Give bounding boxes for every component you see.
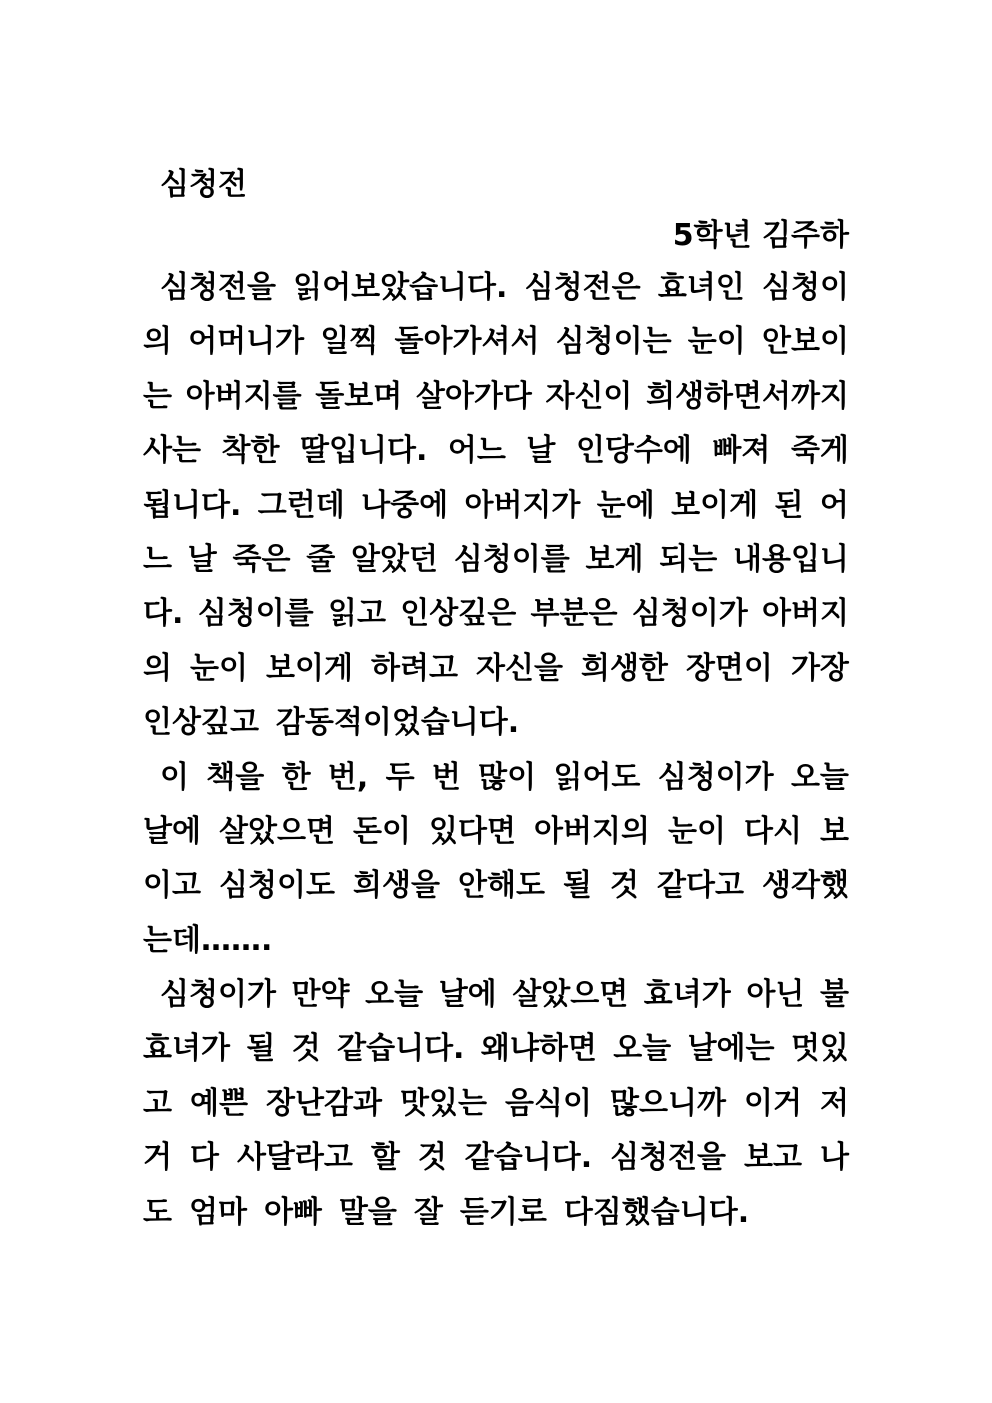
word: 거 (143, 1140, 172, 1176)
word: 심청전을 (160, 270, 276, 305)
word: 희생을 (352, 868, 440, 904)
word: 눈에 (596, 487, 655, 523)
word: 불 (819, 977, 849, 1013)
word: 안보이 (761, 324, 849, 360)
word: 왜냐하면 (480, 1031, 597, 1067)
word: 날 (526, 433, 556, 469)
word: 어 (819, 487, 849, 523)
word: 의 (143, 324, 172, 360)
word: 어느 (447, 433, 506, 469)
word: 살았으면 (512, 977, 629, 1013)
word: 될 (562, 868, 592, 904)
word: 돌보며 (315, 378, 403, 414)
word: 같습니다. (464, 1140, 593, 1176)
word: 고 (143, 1085, 172, 1121)
word: 그런데 (257, 487, 345, 523)
word: 눈이 (687, 324, 746, 360)
word: 됩니다. (143, 487, 242, 523)
word: 아버지 (762, 596, 849, 632)
word: 보이게 (671, 487, 759, 523)
word: 심청이가 (657, 759, 774, 795)
word: 생각했 (762, 868, 849, 904)
word: 오늘 (790, 759, 849, 795)
word: 날에는 (687, 1031, 775, 1067)
word: 날 (187, 541, 217, 577)
word: 오늘 (613, 1031, 672, 1067)
word: 의 (143, 650, 172, 686)
word: 음식이 (505, 1085, 592, 1121)
word: 엄마 (188, 1194, 247, 1230)
text-line (143, 266, 849, 320)
word: 는 (143, 378, 172, 414)
word: 돈이 (352, 813, 411, 849)
author-line: 5학년 김주하 (672, 218, 849, 253)
word: 보게 (585, 541, 644, 577)
word: 보 (820, 813, 849, 849)
word: 읽어보았습니다. (293, 270, 508, 305)
word: 읽어도 (553, 759, 641, 795)
word: 인당수에 (575, 433, 692, 469)
text-line (143, 756, 849, 810)
word: 아버지의 (534, 813, 650, 849)
word: 읽고 (327, 596, 386, 632)
word: 느 (143, 541, 172, 577)
word: 두 (385, 759, 415, 795)
word: 장난감과 (266, 1085, 382, 1121)
word: 심청전을 (610, 1140, 727, 1176)
word: 죽게 (790, 433, 849, 469)
text-line (143, 1136, 849, 1190)
text-line (143, 973, 849, 1027)
text-line (143, 1027, 849, 1081)
word: 심청전은 (524, 270, 641, 305)
word: 심청이도 (219, 868, 335, 904)
word: 것 (291, 1031, 321, 1067)
word: 있다면 (429, 813, 516, 849)
word: 다 (189, 1140, 219, 1176)
word: 장면이 (685, 650, 773, 686)
word: 이고 (143, 868, 201, 904)
word: 감동적이었습니다. (275, 705, 520, 741)
word: 내용입니 (732, 541, 849, 577)
word: 심청이 (762, 270, 849, 305)
word: 보이게 (266, 650, 353, 686)
word: 많이 (478, 759, 537, 795)
word: 한 (281, 759, 311, 795)
text-line (143, 810, 849, 864)
word: 인상깊은 (400, 596, 517, 632)
word: 일찍 (320, 324, 379, 360)
word: 잘 (413, 1194, 443, 1230)
word: 될 (246, 1031, 276, 1067)
word: 딸입니다. (300, 433, 428, 469)
word: 살아가다 (415, 378, 532, 414)
word: 인상깊고 (143, 705, 259, 741)
word: 사달라고 (236, 1140, 353, 1176)
word: 다. (143, 596, 184, 632)
word: 알았던 (351, 541, 438, 577)
text-line (143, 1082, 849, 1136)
word: 아버지를 (185, 378, 302, 414)
text-line (143, 320, 849, 374)
text-line (143, 592, 849, 646)
text-line (143, 484, 849, 538)
word: 말을 (338, 1194, 397, 1230)
word: 번 (431, 759, 461, 795)
text-line (143, 375, 849, 429)
word: 착한 (221, 433, 280, 469)
word: 번, (327, 759, 369, 795)
word: 희생하면서까지 (646, 378, 849, 414)
word: 이 (160, 759, 189, 795)
word: 효녀인 (657, 270, 745, 305)
text-line (143, 1191, 849, 1245)
word: 된 (774, 487, 804, 523)
word: 것 (417, 1140, 447, 1176)
word: 저 (820, 1085, 849, 1121)
word: 맛있는 (400, 1085, 487, 1121)
word: 이거 (743, 1085, 802, 1121)
word: 할 (370, 1140, 400, 1176)
word: 날에 (143, 813, 201, 849)
word: 돌아가셔서 (394, 324, 540, 360)
word: 빠져 (712, 433, 771, 469)
word: 책을 (206, 759, 265, 795)
text-line (143, 919, 849, 973)
word: 아빠 (263, 1194, 322, 1230)
word: 자신이 (545, 378, 633, 414)
word: 멋있 (790, 1031, 849, 1067)
word: 죽은 (232, 541, 291, 577)
word: 예쁜 (190, 1085, 248, 1121)
word: 만약 (291, 977, 350, 1013)
text-line (143, 538, 849, 592)
word: 많으니까 (610, 1085, 726, 1121)
text-line (143, 429, 849, 483)
word: 것 (610, 868, 639, 904)
word: 오늘 (365, 977, 424, 1013)
word: 심청이가 (160, 977, 276, 1013)
word: 사는 (143, 433, 201, 469)
word: 눈이 (190, 650, 248, 686)
word: 하려고 (371, 650, 458, 686)
word: 는데……. (143, 922, 273, 958)
word: 자신을 (475, 650, 563, 686)
word: 효녀가 (643, 977, 731, 1013)
word: 심청이를 (197, 596, 314, 632)
word: 날에 (438, 977, 497, 1013)
word: 심청이는 (555, 324, 672, 360)
document-title: 심청전 (160, 167, 247, 202)
word: 되는 (659, 541, 718, 577)
word: 나중에 (361, 487, 449, 523)
word: 같습니다. (337, 1031, 465, 1067)
word: 희생한 (580, 650, 668, 686)
word: 부분은 (530, 596, 618, 632)
text-line (143, 864, 849, 918)
text-line (143, 647, 849, 701)
word: 가장 (790, 650, 849, 686)
word: 눈이 (667, 813, 726, 849)
text-line (143, 701, 849, 755)
word: 어머니가 (188, 324, 305, 360)
word: 듣기로 (459, 1194, 547, 1230)
word: 다시 (743, 813, 802, 849)
word: 아버지가 (464, 487, 581, 523)
word: 아닌 (746, 977, 805, 1013)
word: 나 (819, 1140, 849, 1176)
word: 심청이가 (631, 596, 748, 632)
word: 같다고 (657, 868, 744, 904)
word: 심청이를 (453, 541, 570, 577)
essay-body (143, 266, 849, 1245)
word: 도 (143, 1194, 172, 1230)
word: 효녀가 (143, 1031, 230, 1067)
word: 안해도 (457, 868, 545, 904)
word: 줄 (306, 541, 336, 577)
word: 보고 (744, 1140, 802, 1176)
word: 살았으면 (219, 813, 335, 849)
word: 다짐했습니다. (563, 1194, 750, 1230)
